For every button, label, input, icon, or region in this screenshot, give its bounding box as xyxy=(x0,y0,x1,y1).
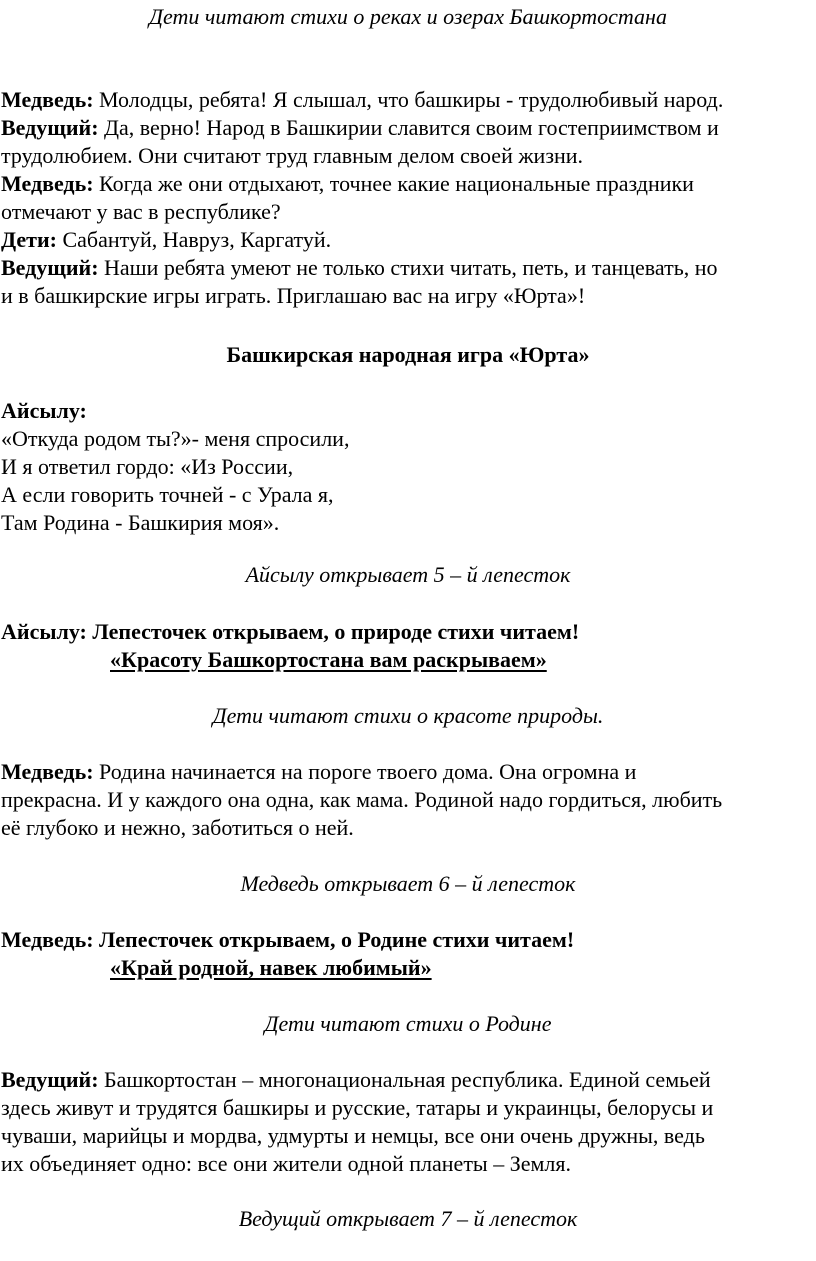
speaker-label: Ведущий: xyxy=(1,115,99,140)
dialogue-line: их объединяет одно: все они жители одной планеты – Земля. xyxy=(1,1151,572,1176)
speech-text: Наши ребята умеют не только стихи читать, петь, и танцевать, но xyxy=(98,255,718,280)
stage-direction: Дети читают стихи о красоте природы. xyxy=(212,703,604,728)
petal-verse-line xyxy=(1,926,574,954)
poem-line: И я ответил гордо: «Из России, xyxy=(1,454,294,479)
speaker-label: Айсылу: xyxy=(1,619,87,644)
section-heading: Башкирская народная игра «Юрта» xyxy=(226,342,590,367)
speech-text: Да, верно! Народ в Башкирии славится своим гостеприимством и xyxy=(98,115,719,140)
dialogue-line xyxy=(1,1066,711,1094)
dialogue-line: отмечают у вас в республике? xyxy=(1,199,281,224)
dialogue-line: здесь живут и трудятся башкиры и русские, татары и украинцы, белорусы и xyxy=(1,1095,714,1120)
speech-text: Родина начинается на пороге твоего дома. Она огромна и xyxy=(93,759,637,784)
speaker-label: Айсылу: xyxy=(1,398,87,423)
speech-text: Когда же они отдыхают, точнее какие национальные праздники xyxy=(93,171,694,196)
verse-text: Лепесточек открываем, о природе стихи читаем! xyxy=(86,619,580,644)
dialogue-line xyxy=(1,86,723,114)
dialogue-line xyxy=(1,254,718,282)
poem-line: Там Родина - Башкирия моя». xyxy=(1,510,280,535)
stage-direction: Медведь открывает 6 – й лепесток xyxy=(240,871,576,896)
speech-text: Башкортостан – многонациональная республика. Единой семьей xyxy=(98,1067,711,1092)
dialogue-line: её глубоко и нежно, заботиться о ней. xyxy=(1,815,354,840)
speech-text: Сабантуй, Навруз, Каргатуй. xyxy=(56,227,332,252)
speaker-label: Медведь: xyxy=(1,759,94,784)
speaker-label: Медведь: xyxy=(1,171,94,196)
stage-direction: Дети читают стихи о Родине xyxy=(264,1011,552,1036)
speaker-label: Медведь: xyxy=(1,87,94,112)
poem-line: А если говорить точней - с Урала я, xyxy=(1,482,334,507)
poem-line: «Откуда родом ты?»- меня спросили, xyxy=(1,426,350,451)
petal-verse-line xyxy=(1,618,579,646)
petal-verse-title: «Красоту Башкортостана вам раскрываем» xyxy=(110,647,547,672)
dialogue-line xyxy=(1,114,719,142)
speaker-label: Медведь: xyxy=(1,927,94,952)
dialogue-line xyxy=(1,226,331,254)
page-header-title: Дети читают стихи о реках и озерах Башкортостана xyxy=(149,4,667,29)
dialogue-line: и в башкирские игры играть. Приглашаю вас на игру «Юрта»! xyxy=(1,283,586,308)
stage-direction: Ведущий открывает 7 – й лепесток xyxy=(238,1206,578,1231)
petal-verse-title: «Край родной, навек любимый» xyxy=(110,955,432,980)
dialogue-line: чуваши, марийцы и мордва, удмурты и немцы, все они очень дружны, ведь xyxy=(1,1123,705,1148)
speaker-label: Дети: xyxy=(1,227,57,252)
speaker-label: Ведущий: xyxy=(1,1067,99,1092)
dialogue-line xyxy=(1,758,636,786)
speech-text: Молодцы, ребята! Я слышал, что башкиры - трудолюбивый народ. xyxy=(93,87,724,112)
dialogue-line: трудолюбием. Они считают труд главным делом своей жизни. xyxy=(1,143,584,168)
dialogue-line xyxy=(1,170,694,198)
verse-text: Лепесточек открываем, о Родине стихи читаем! xyxy=(93,927,575,952)
dialogue-line: прекрасна. И у каждого она одна, как мама. Родиной надо гордиться, любить xyxy=(1,787,723,812)
speaker-label: Ведущий: xyxy=(1,255,99,280)
stage-direction: Айсылу открывает 5 – й лепесток xyxy=(245,562,571,587)
